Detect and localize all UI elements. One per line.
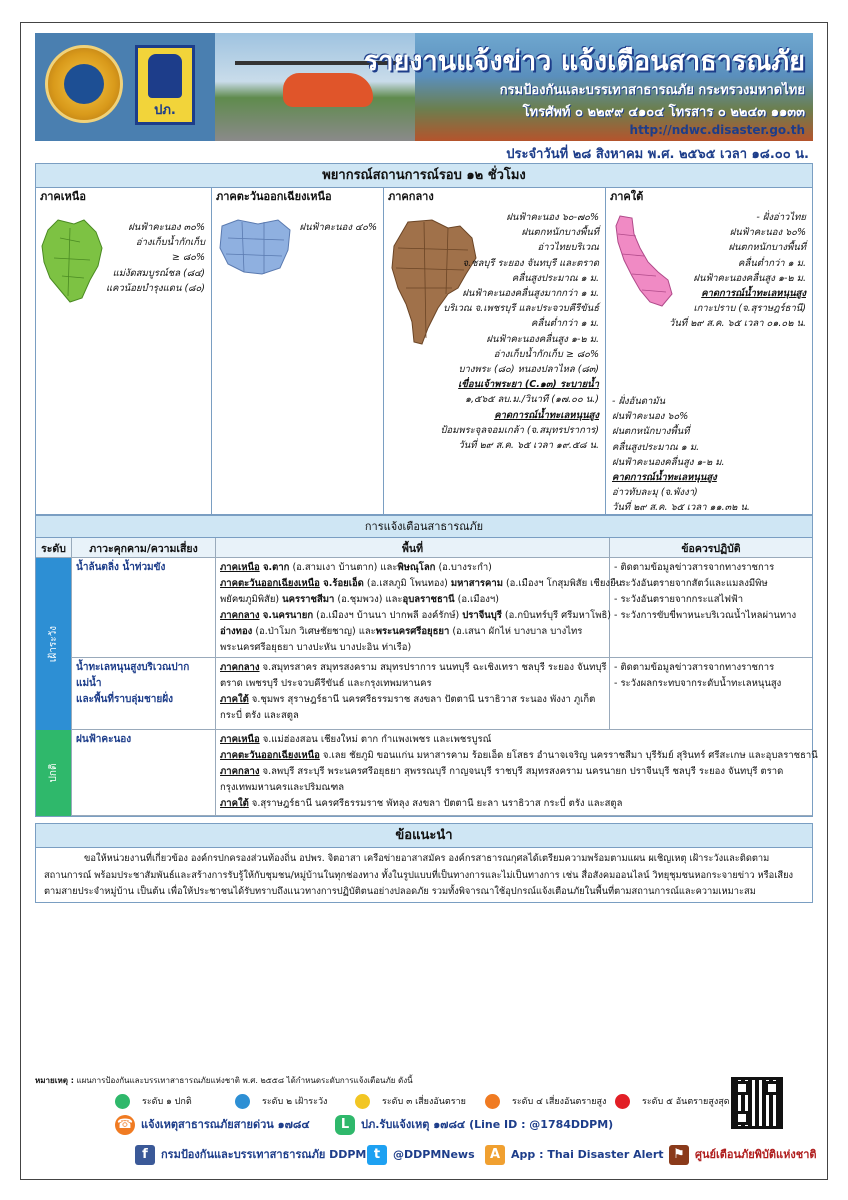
recommendation-section bbox=[35, 823, 813, 903]
forecast-line: คาดการณ์น้ำทะเลหนุนสูง bbox=[612, 472, 717, 484]
table-row bbox=[72, 558, 812, 658]
facebook-icon: f bbox=[135, 1145, 155, 1165]
central-forecast-text bbox=[440, 210, 599, 453]
warning-table-header bbox=[36, 538, 812, 558]
forecast-line: ฝนฟ้าคะนอง ๖๐% bbox=[729, 227, 806, 239]
ddpm-logo: ปภ. bbox=[135, 45, 195, 125]
footer-note: หมายเหตุ : แผนการป้องกันและบรรเทาสาธารณภัยแห่งชาติ พ.ศ. ๒๕๕๘ ได้กำหนดระดับการแจ้งเตือนภัย ดังนี้ bbox=[35, 1076, 413, 1085]
forecast-line: อ่าวทับละมุ (จ.พังงา) bbox=[612, 487, 698, 499]
alert-level-item: ระดับ ๑ ปกติ bbox=[115, 1093, 192, 1111]
contact-phone: โทรศัพท์ ๐ ๒๒๙๙ ๔๑๐๔ โทรสาร ๐ ๒๒๔๓ ๑๑๓๓ bbox=[522, 105, 805, 120]
forecast-line: อ่าวไทยบริเวณ bbox=[537, 242, 599, 254]
area-line: ภาคใต้ จ.สุราษฎร์ธานี นครศรีธรรมราช พัทลุง สงขลา ปัตตานี ยะลา นราธิวาส กระบี่ ตรัง และสตูล bbox=[220, 798, 623, 809]
level-dot-icon bbox=[235, 1094, 250, 1109]
threat-advice bbox=[610, 658, 812, 729]
threat-area bbox=[216, 558, 623, 657]
north-region-map bbox=[40, 218, 106, 304]
forecast-line: แควน้อยบำรุงแดน (๘๐) bbox=[105, 282, 205, 294]
recommendation-body: ขอให้หน่วยงานที่เกี่ยวข้อง องค์กรปกครองส่วนท้องถิ่น อปพร. จิตอาสา เครือข่ายอาสาสมัคร องค์กรสาธารณกุศลได้เตรียมความพร้อมตามแผน ผเชิญเหตุ เฝ้าระวังและติดตามสถานการณ์ พร้อมประชาสัมพันธ์และสร้างการรับรู้ให้กับชุมชน/หมู่บ้านในทุกช่องทาง ทั้งในรูปแบบที่เป็นทางการและไม่เป็นทางการ เช่น สื่อสังคมออนไลน์ วิทยุชุมชนหอกระจายข่าว หรือเสียงตามสายประจำหมู่บ้าน เป็นต้น เพื่อให้ประชาชนได้รับทราบถึงแนวทางการปฏิบัติตนอย่างปลอดภัย รวมทั้งพิจารณาใช้อุปกรณ์แจ้งเตือนภัยในพื้นที่ตามสถานการณ์และความเหมาะสม bbox=[44, 853, 794, 897]
forecast-line: ฝนฟ้าคะนอง ๓๐% bbox=[128, 222, 205, 233]
ministry-seal-logo bbox=[45, 45, 123, 123]
forecast-line: อ่างเก็บน้ำกักเก็บ ≥ ๘๐% bbox=[493, 348, 599, 360]
south-andaman-forecast-text bbox=[612, 394, 750, 516]
forecast-columns bbox=[36, 188, 812, 514]
header-area: พื้นที่ bbox=[216, 538, 610, 557]
helicopter-image bbox=[283, 73, 373, 107]
line-app-icon: L bbox=[335, 1115, 355, 1135]
forecast-line: ฝนตกหนักบางพื้นที่ bbox=[728, 242, 806, 254]
region-north bbox=[36, 188, 212, 514]
forecast-line: ฝนตกหนักบางพื้นที่ bbox=[612, 426, 690, 438]
forecast-line: คลื่นต่ำกว่า ๑ ม. bbox=[738, 257, 806, 269]
forecast-line: ฝนฟ้าคะนองคลื่นสูงมากกว่า ๑ ม. bbox=[462, 288, 599, 300]
threat-name: น้ำล้นตลิ่ง น้ำท่วมขัง bbox=[72, 558, 216, 657]
phone-icon: ☎ bbox=[115, 1115, 135, 1135]
forecast-line: ฝนฟ้าคะนอง ๖๐% bbox=[612, 411, 689, 423]
advice-item: - ติดตามข้อมูลข่าวสารจากทางราชการ bbox=[614, 662, 775, 673]
forecast-line: อ่างเก็บน้ำกักเก็บ bbox=[135, 237, 205, 249]
warning-center-link[interactable]: ⚑ ศูนย์เตือนภัยพิบัติแห่งชาติ bbox=[669, 1145, 817, 1165]
south-gulf-forecast-text bbox=[669, 210, 806, 332]
northeast-forecast-text bbox=[300, 220, 377, 235]
alert-level-legend bbox=[115, 1093, 730, 1111]
forecast-line: ≥ ๘๐% bbox=[171, 252, 205, 264]
alert-level-item: ระดับ ๒ เฝ้าระวัง bbox=[235, 1093, 327, 1111]
forecast-line: คาดการณ์น้ำทะเลหนุนสูง bbox=[701, 288, 806, 300]
alert-level-item: ระดับ ๕ อันตรายสูงสุด bbox=[615, 1093, 730, 1111]
forecast-line: จ.ชลบุรี ระยอง จันทบุรี และตราด bbox=[462, 257, 599, 269]
forecast-line: ฝนฟ้าคะนองคลื่นสูง ๑-๒ ม. bbox=[486, 333, 599, 345]
region-name: ภาคกลาง bbox=[388, 190, 434, 203]
header-advice: ข้อควรปฏิบัติ bbox=[681, 543, 741, 555]
forecast-line: ฝนฟ้าคะนอง ๔๐% bbox=[299, 222, 377, 233]
forecast-line: เขื่อนเจ้าพระยา (C.๑๓) ระบายน้ำ bbox=[458, 379, 599, 391]
area-line: กรุงเทพมหานครและปริมณฑล bbox=[220, 782, 345, 793]
forecast-line: แม่งัดสมบูรณ์ชล (๘๔) bbox=[112, 267, 205, 279]
threat-advice bbox=[610, 558, 812, 657]
forecast-line: วันที่ ๒๙ ส.ค. ๖๕ เวลา ๐๑.๐๒ น. bbox=[668, 318, 806, 330]
hand-icon bbox=[148, 54, 182, 98]
area-line: ภาคตะวันออกเฉียงเหนือ จ.เลย ชัยภูมิ ขอนแก่น มหาสารคาม ร้อยเอ็ด ยโสธร อำนาจเจริญ นครราชสีมา บุรีรัมย์ สุรินทร์ ศรีสะเกษ และอุบลราชธานี bbox=[220, 750, 818, 761]
footer bbox=[35, 1075, 817, 1175]
level-dot-icon bbox=[355, 1094, 370, 1109]
forecast-line: ๑,๕๖๕ ลบ.ม./วินาที (๑๗.๐๐ น.) bbox=[464, 394, 599, 406]
forecast-line: - ฝั่งอ่าวไทย bbox=[756, 212, 806, 223]
area-line: ภาคเหนือ จ.แม่ฮ่องสอน เชียงใหม่ ตาก กำแพงเพชร และเพชรบูรณ์ bbox=[220, 734, 492, 745]
level-dot-icon bbox=[115, 1094, 130, 1109]
advice-item: - ระวังผลกระทบจากระดับน้ำทะเลหนุนสูง bbox=[614, 678, 782, 689]
forecast-line: บางพระ (๘๐) หนองปลาไหล (๘๓) bbox=[458, 364, 599, 376]
report-date: ประจำวันที่ ๒๘ สิงหาคม พ.ศ. ๒๕๖๕ เวลา ๑๘.๐๐ น. bbox=[506, 147, 809, 162]
hotline[interactable]: ☎ แจ้งเหตุสาธารณภัยสายด่วน ๑๗๘๔ bbox=[115, 1115, 310, 1135]
area-line: อ่างทอง (อ.ป่าโมก วิเศษชัยชาญ) และพระนครศรีอยุธยา (อ.เสนา ผักไห่ บางบาล บางไทร bbox=[220, 626, 583, 637]
threat-name: น้ำทะเลหนุนสูงบริเวณปากแม่น้ำ และพื้นที่ราบลุ่มชายฝั่ง bbox=[72, 658, 216, 729]
report-page bbox=[20, 22, 828, 1180]
area-line: พยัคฆภูมิพิสัย) นครราชสีมา (อ.ชุมพวง) และอุบลราชธานี (อ.เมืองฯ) bbox=[220, 594, 499, 605]
alert-level-item: ระดับ ๓ เสี่ยงอันตราย bbox=[355, 1093, 466, 1111]
forecast-line: วันที่ ๒๙ ส.ค. ๖๕ เวลา ๑๙.๕๘ น. bbox=[458, 440, 599, 452]
area-line: ภาคใต้ จ.ชุมพร สุราษฎร์ธานี นครศรีธรรมราช สงขลา ปัตตานี นราธิวาส ระนอง พังงา ภูเก็ต bbox=[220, 694, 596, 705]
website-link[interactable]: http://ndwc.disaster.go.th bbox=[629, 123, 805, 137]
app-link[interactable]: A App : Thai Disaster Alert bbox=[485, 1145, 664, 1165]
alert-level-item: ระดับ ๔ เสี่ยงอันตรายสูง bbox=[485, 1093, 606, 1111]
forecast-line: บริเวณ จ.เพชรบุรี และประจวบคีรีขันธ์ bbox=[443, 303, 599, 315]
table-row bbox=[72, 730, 818, 816]
north-forecast-text bbox=[106, 220, 205, 296]
level-normal-badge: ปกติ bbox=[36, 730, 72, 816]
forecast-line: ฝนตกหนักบางพื้นที่ bbox=[521, 227, 599, 239]
forecast-line: เกาะปราบ (จ.สุราษฎร์ธานี) bbox=[693, 303, 806, 315]
region-name: ภาคเหนือ bbox=[40, 190, 86, 203]
header-threat: ภาวะคุกคาม/ความเสี่ยง bbox=[72, 538, 216, 557]
warning-title: การแจ้งเตือนสาธารณภัย bbox=[36, 516, 812, 538]
recommendation-title: ข้อแนะนำ bbox=[36, 824, 812, 848]
app-icon: A bbox=[485, 1145, 505, 1165]
forecast-line: ฝนฟ้าคะนองคลื่นสูง ๑-๒ ม. bbox=[693, 272, 806, 284]
area-line: ภาคกลาง จ.ลพบุรี สระบุรี พระนครศรีอยุธยา สุพรรณบุรี กาญจนบุรี ราชบุรี สมุทรสงคราม นครนายก ปราจีนบุรี ชลบุรี ระยอง จันทบุรี ตราด bbox=[220, 766, 784, 777]
facebook-link[interactable]: f กรมป้องกันและบรรเทาสาธารณภัย DDPM bbox=[135, 1145, 366, 1165]
advice-item: - ระวังอันตรายจากสัตว์และแมลงมีพิษ bbox=[614, 578, 768, 589]
forecast-line: วันที่ ๒๙ ส.ค. ๖๕ เวลา ๑๑.๓๒ น. bbox=[612, 502, 750, 514]
department-name: กรมป้องกันและบรรเทาสาธารณภัย กระทรวงมหาดไทย bbox=[499, 83, 805, 98]
level-watch-badge: เฝ้าระวัง bbox=[36, 558, 72, 730]
area-line: กระบี่ ตรัง และสตูล bbox=[220, 710, 299, 721]
twitter-icon: t bbox=[367, 1145, 387, 1165]
level-dot-icon bbox=[615, 1094, 630, 1109]
header-level: ระดับ bbox=[36, 538, 72, 557]
forecast-title: พยากรณ์สถานการณ์รอบ ๑๒ ชั่วโมง bbox=[36, 164, 812, 188]
forecast-line: คลื่นสูงประมาณ ๑ ม. bbox=[511, 272, 599, 284]
forecast-section bbox=[35, 163, 813, 515]
qr-code[interactable] bbox=[731, 1077, 783, 1129]
level-dot-icon bbox=[485, 1094, 500, 1109]
south-region-map bbox=[610, 214, 676, 310]
line-contact[interactable]: L ปภ.รับแจ้งเหตุ ๑๗๘๔ (Line ID : @1784DDPM) bbox=[335, 1115, 613, 1135]
header-banner bbox=[35, 33, 813, 141]
table-row bbox=[72, 658, 812, 730]
twitter-link[interactable]: t @DDPMNews bbox=[367, 1145, 475, 1165]
forecast-line: ป้อมพระจุลจอมเกล้า (จ.สมุทรปราการ) bbox=[440, 424, 599, 436]
forecast-line: ฝนฟ้าคะนองคลื่นสูง ๑-๒ ม. bbox=[612, 456, 725, 468]
area-line: ภาคกลาง จ.นครนายก (อ.เมืองฯ บ้านนา ปากพลี องค์รักษ์) ปราจีนบุรี (อ.กบินทร์บุรี ศรีมหาโพธิ) bbox=[220, 610, 612, 621]
region-south bbox=[606, 188, 812, 514]
warning-center-logo-icon: ⚑ bbox=[669, 1145, 689, 1165]
advice-item: - ติดตามข้อมูลข่าวสารจากทางราชการ bbox=[614, 562, 775, 573]
area-line: ภาคเหนือ จ.ตาก (อ.สามเงา บ้านตาก) และพิษณุโลก (อ.บางระกำ) bbox=[220, 562, 492, 573]
area-line: ภาคกลาง จ.สมุทรสาคร สมุทรสงคราม สมุทรปราการ นนทบุรี ฉะเชิงเทรา ชลบุรี ระยอง จันทบุรี bbox=[220, 662, 607, 673]
region-name: ภาคใต้ bbox=[610, 190, 644, 203]
area-line: พระนครศรีอยุธยา บางปะหัน บางปะอิน ท่าเรือ) bbox=[220, 642, 412, 653]
threat-area bbox=[216, 658, 610, 729]
forecast-line: ฝนฟ้าคะนอง ๖๐-๗๐% bbox=[506, 212, 599, 223]
report-title: รายงานแจ้งข่าว แจ้งเตือนสาธารณภัย bbox=[363, 46, 805, 77]
forecast-line: คาดการณ์น้ำทะเลหนุนสูง bbox=[494, 409, 599, 421]
forecast-line: - ฝั่งอันดามัน bbox=[612, 396, 666, 407]
region-name: ภาคตะวันออกเฉียงเหนือ bbox=[216, 190, 332, 203]
threat-area bbox=[216, 730, 818, 815]
forecast-line: คลื่นต่ำกว่า ๑ ม. bbox=[531, 318, 599, 330]
warning-section bbox=[35, 515, 818, 817]
advice-item: - ระวังการขับขี่พาหนะบริเวณน้ำไหลผ่านทาง bbox=[614, 610, 797, 621]
area-line: ภาคตะวันออกเฉียงเหนือ จ.ร้อยเอ็ด (อ.เสลภูมิ โพนทอง) มหาสารคาม (อ.เมืองฯ โกสุมพิสัย เชียงยืน bbox=[220, 578, 623, 589]
forecast-line: คลื่นสูงประมาณ ๑ ม. bbox=[612, 441, 700, 453]
area-line: ตราด เพชรบุรี ประจวบคีรีขันธ์ และกรุงเทพมหานคร bbox=[220, 678, 432, 689]
region-central bbox=[384, 188, 606, 514]
threat-name: ฝนฟ้าคะนอง bbox=[72, 730, 216, 815]
northeast-region-map bbox=[218, 218, 294, 278]
region-northeast bbox=[212, 188, 384, 514]
advice-item: - ระวังอันตรายจากกระแสไฟฟ้า bbox=[614, 594, 744, 605]
